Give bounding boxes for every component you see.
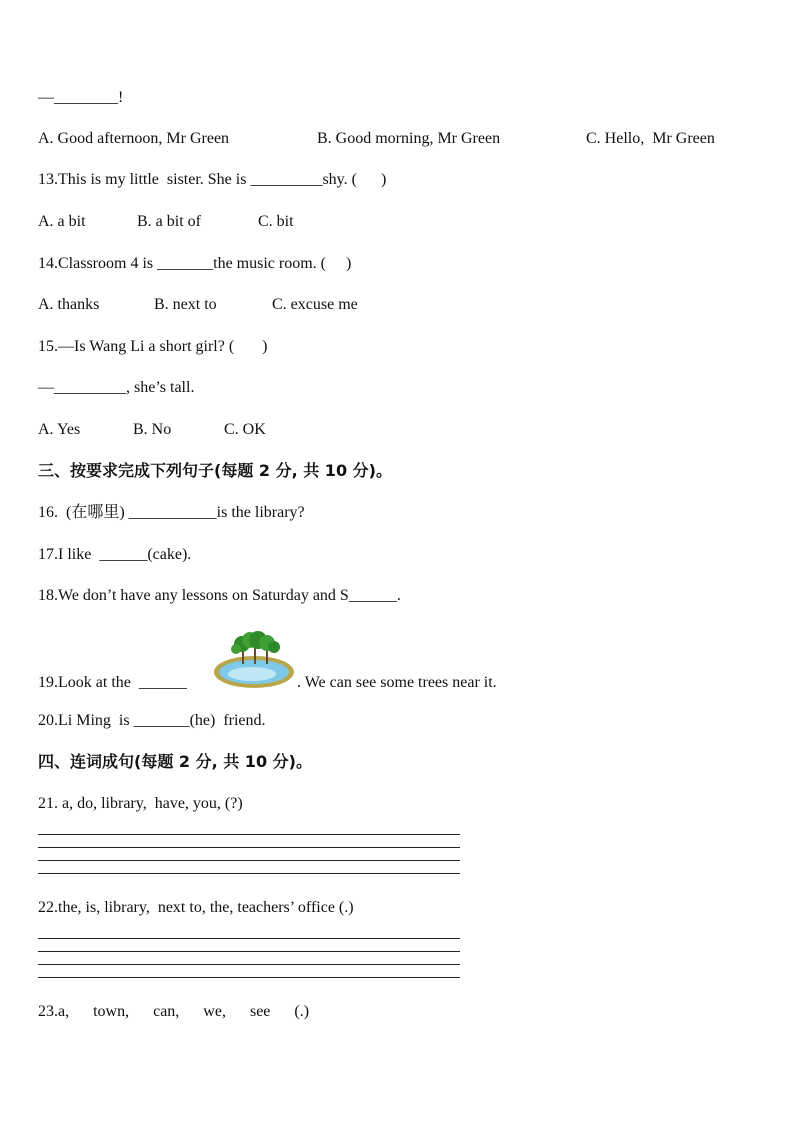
q13-option-c: C. bit <box>258 213 294 230</box>
pond-trees-image <box>212 630 296 690</box>
q15-answer-line: —_________, she’s tall. <box>38 379 195 396</box>
q16-stem: 16. (在哪里) ___________is the library? <box>38 504 305 521</box>
q13-option-a: A. a bit <box>38 213 86 230</box>
q12-option-a: A. Good afternoon, Mr Green <box>38 130 230 147</box>
q19-stem-before: 19.Look at the ______ <box>38 674 187 691</box>
q15-option-b: B. No <box>133 421 172 438</box>
q14-option-c: C. excuse me <box>272 296 358 313</box>
q19-stem-after: . We can see some trees near it. <box>297 674 497 691</box>
q21-answer-lines <box>38 834 460 886</box>
q14-stem: 14.Classroom 4 is _______the music room. ( ) <box>38 255 352 272</box>
q22-answer-lines <box>38 938 460 990</box>
q14-option-a: A. thanks <box>38 296 100 313</box>
q12-option-b: B. Good morning, Mr Green <box>317 130 501 147</box>
section3-heading: 三、按要求完成下列句子(每题 2 分, 共 10 分)。 <box>38 461 392 480</box>
q22-stem: 22.the, is, library, next to, the, teachers’ office (.) <box>38 899 354 916</box>
q12-option-c: C. Hello, Mr Green <box>586 130 715 147</box>
q21-stem: 21. a, do, library, have, you, (?) <box>38 795 243 812</box>
q13-stem: 13.This is my little sister. She is _________shy. ( ) <box>38 171 387 188</box>
q23-stem: 23.a, town, can, we, see (.) <box>38 1003 310 1020</box>
q14-option-b: B. next to <box>154 296 217 313</box>
section4-heading: 四、连词成句(每题 2 分, 共 10 分)。 <box>38 752 312 771</box>
q13-option-b: B. a bit of <box>137 213 201 230</box>
q18-stem: 18.We don’t have any lessons on Saturday and S______. <box>38 587 401 604</box>
q15-stem: 15.—Is Wang Li a short girl? ( ) <box>38 338 268 355</box>
q20-stem: 20.Li Ming is _______(he) friend. <box>38 712 266 729</box>
q15-option-c: C. OK <box>224 421 266 438</box>
q15-option-a: A. Yes <box>38 421 81 438</box>
q17-stem: 17.I like ______(cake). <box>38 546 192 563</box>
q12-answer-line: —________! <box>38 89 124 106</box>
